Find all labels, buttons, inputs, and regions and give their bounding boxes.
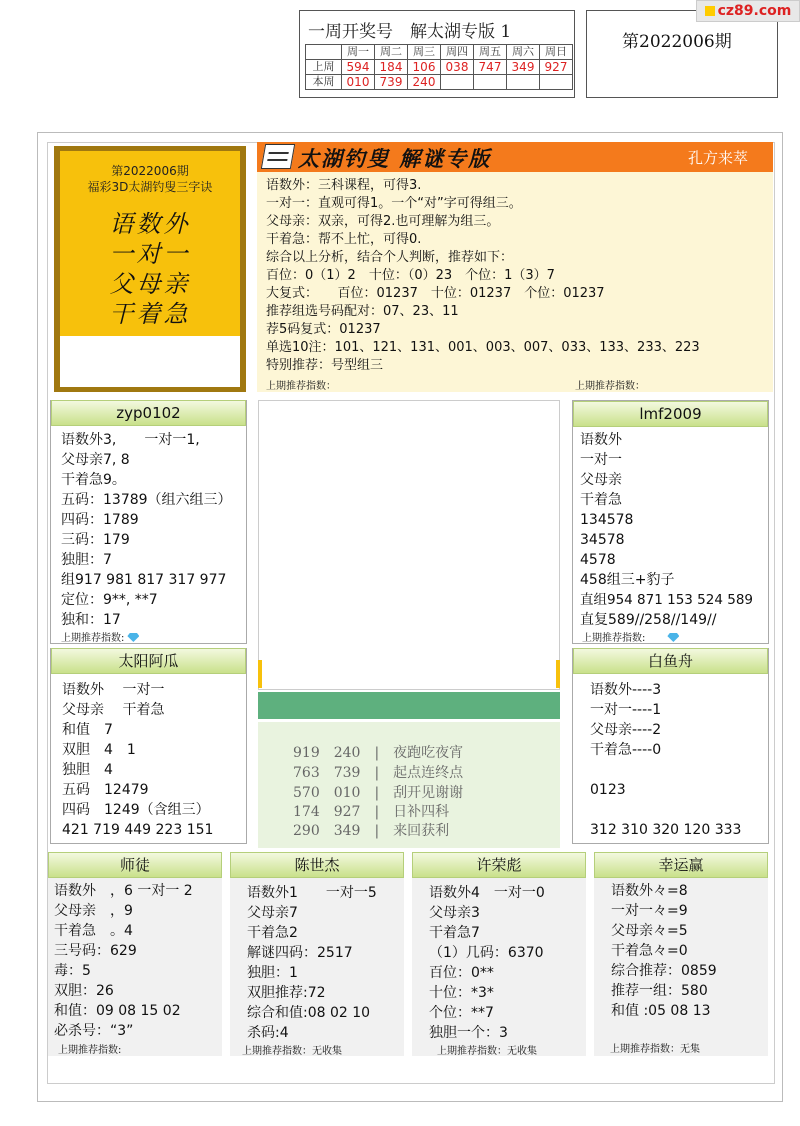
expert-line: 父母亲 (580, 472, 622, 488)
riddle-line: 百位：0（1）2 十位：（0）23 个位：1（3）7 (266, 268, 555, 283)
history-line: 290 349 | 来回获利 (293, 823, 450, 839)
draw-number: 106 (408, 60, 441, 75)
riddle-line: 父母亲：双亲，可得2.也可理解为组三。 (266, 214, 500, 229)
expert-name: 白鱼舟 (573, 648, 768, 674)
expert-line: 必杀号：“3” (54, 1023, 134, 1039)
diamond-icon (667, 633, 679, 642)
poster-subtitle: 福彩3D太湖钓叟三字诀 (87, 180, 213, 194)
site-logo[interactable] (696, 0, 800, 22)
history-line: 570 010 | 刮开见谢谢 (293, 785, 464, 801)
expert-line: 独胆：7 (61, 552, 112, 568)
expert-line: 干着急々=0 (611, 943, 688, 959)
draw-number: 927 (540, 60, 573, 75)
expert-line: 三号码：629 (54, 943, 137, 959)
expert-line: 综合和值:08 02 10 (247, 1005, 371, 1021)
draw-number: 038 (441, 60, 474, 75)
draw-number: 739 (375, 75, 408, 90)
history-line: 174 927 | 日补四科 (293, 804, 450, 820)
table-row (306, 75, 573, 90)
riddle-line: 干着急：帮不上忙，可得0. (266, 232, 422, 247)
expert-line: 杀码:4 (247, 1025, 289, 1041)
expert-line: 4578 (580, 552, 616, 568)
expert-line: 父母亲7 (247, 905, 298, 921)
table-row (306, 60, 573, 75)
expert-line: 0123 (590, 782, 626, 798)
expert-line: 421 719 449 223 151 (62, 822, 214, 838)
expert-line: 解谜四码：2517 (247, 945, 353, 961)
expert-line: 组917 981 817 317 977 (61, 572, 227, 588)
poster-riddle-line: 父母亲 (109, 270, 191, 298)
riddle-line: 一对一：直观可得1。一个“对”字可得组三。 (266, 196, 522, 211)
expert-name: 幸运赢 (594, 852, 768, 878)
expert-line: 父母亲3 (429, 905, 480, 921)
draw-number (474, 75, 507, 90)
day-header: 周六 (507, 45, 540, 60)
expert-line: 直组954 871 153 524 589 (580, 592, 754, 608)
expert-line: 和值：09 08 15 02 (54, 1003, 181, 1019)
recommend-index-label: 上期推荐指数: (582, 633, 646, 644)
history-line: 919 240 | 夜跑吃夜宵 (293, 745, 464, 761)
draw-number: 349 (507, 60, 540, 75)
riddle-author: 孔方来萃 (688, 149, 749, 167)
draw-number: 747 (474, 60, 507, 75)
expert-line: （1）几码：6370 (429, 945, 544, 961)
expert-line: 干着急----0 (590, 742, 662, 758)
draw-number: 240 (408, 75, 441, 90)
center-image-area (258, 400, 560, 690)
expert-line: 干着急9。 (61, 472, 126, 488)
expert-line: 干着急 。4 (54, 923, 133, 939)
expert-line: 312 310 320 120 333 (590, 822, 742, 838)
expert-line: 综合推荐：0859 (611, 963, 717, 979)
recommend-index (61, 629, 139, 644)
expert-line: 个位：**7 (429, 1005, 494, 1021)
expert-line: 458组三+豹子 (580, 572, 675, 588)
expert-line: 父母亲7, 8 (61, 452, 130, 468)
row-label: 本周 (306, 75, 342, 90)
expert-name: zyp0102 (51, 400, 246, 426)
expert-line: 独和：17 (61, 612, 121, 628)
riddle-line: 综合以上分析，结合个人判断，推荐如下： (266, 250, 514, 265)
expert-line: 五码：13789（组六组三） (61, 492, 232, 508)
day-header: 周日 (540, 45, 573, 60)
expert-line: 三码：179 (61, 532, 130, 548)
recommend-index-label: 上期推荐指数：无集 (610, 1044, 700, 1055)
expert-line: 一对一々=9 (611, 903, 688, 919)
recommend-index-label: 上期推荐指数: (61, 633, 125, 644)
row-label: 上周 (306, 60, 342, 75)
recommend-index-label: 上期推荐指数： (266, 381, 336, 392)
expert-line: 语数外----3 (590, 682, 662, 698)
logo-square-icon (705, 6, 715, 16)
logo-text: cz89.com (717, 3, 792, 19)
expert-line: 语数外 (580, 432, 622, 448)
recommend-index (582, 629, 679, 644)
issue-box (586, 10, 778, 98)
expert-line: 和值 :05 08 13 (611, 1003, 711, 1019)
riddle-banner-title: 太湖钓叟 解谜专版 (298, 146, 492, 171)
draw-number: 184 (375, 60, 408, 75)
day-header: 周一 (342, 45, 375, 60)
expert-line: 独胆 4 (62, 762, 113, 778)
recommend-index-label: 上期推荐指数： (575, 381, 645, 392)
riddle-line: 大复式： 百位：01237 十位：01237 个位：01237 (266, 286, 605, 301)
recommend-index-label: 上期推荐指数：无收集 (437, 1046, 537, 1057)
expert-line: 百位：0** (429, 965, 494, 981)
expert-name: 太阳阿瓜 (51, 648, 246, 674)
center-edge-mark (556, 660, 560, 688)
expert-line: 四码：1789 (61, 512, 139, 528)
day-header: 周四 (441, 45, 474, 60)
poster-riddle-line: 一对一 (109, 240, 191, 268)
scroll-icon (261, 144, 295, 169)
table-corner (306, 45, 342, 60)
expert-line: 双胆：26 (54, 983, 114, 999)
draw-number (441, 75, 474, 90)
expert-line: 五码 12479 (62, 782, 149, 798)
expert-line: 干着急2 (247, 925, 298, 941)
poster-issue: 第2022006期 (111, 164, 189, 178)
riddle-line: 语数外：三科课程，可得3. (266, 178, 422, 193)
expert-line: 双胆 4 1 (62, 742, 136, 758)
expert-line: 语数外4 一对一0 (429, 885, 545, 901)
expert-line: 语数外1 一对一5 (247, 885, 377, 901)
expert-line: 直复589//258//149// (580, 612, 717, 628)
expert-line: 父母亲 ，9 (54, 903, 133, 919)
expert-line: 父母亲々=5 (611, 923, 688, 939)
expert-line: 干着急7 (429, 925, 480, 941)
day-header: 周三 (408, 45, 441, 60)
expert-line: 语数外々=8 (611, 883, 688, 899)
expert-line: 四码 1249（含组三） (62, 802, 210, 818)
issue-number: 第2022006期 (622, 32, 732, 52)
expert-line: 推荐一组：580 (611, 983, 708, 999)
expert-line: 34578 (580, 532, 625, 548)
history-line: 763 739 | 起点连终点 (293, 765, 464, 781)
poster-riddle-line: 干着急 (109, 300, 191, 328)
expert-line: 134578 (580, 512, 634, 528)
poster-riddle-line: 语数外 (109, 210, 191, 238)
history-header-bar (258, 692, 560, 719)
riddle-line: 荐5码复式：01237 (266, 322, 381, 337)
expert-line: 父母亲 干着急 (62, 702, 165, 718)
draw-number: 594 (342, 60, 375, 75)
draw-number (507, 75, 540, 90)
center-edge-mark (258, 660, 262, 688)
diamond-icon (127, 633, 139, 642)
recommend-index-label: 上期推荐指数：无收集 (242, 1046, 342, 1057)
expert-line: 父母亲----2 (590, 722, 662, 738)
expert-name: 许荣彪 (412, 852, 586, 878)
riddle-line: 单选10注：101、121、131、001、003、007、033、133、233、223 (266, 340, 700, 355)
expert-line: 语数外 ，6 一对一 2 (54, 883, 193, 899)
expert-line: 一对一----1 (590, 702, 662, 718)
draw-number: 010 (342, 75, 375, 90)
expert-name: lmf2009 (573, 401, 768, 427)
draw-summary-title: 一周开奖号 解太湖专版 1 (308, 22, 512, 42)
expert-line: 独胆：1 (247, 965, 298, 981)
day-header: 周五 (474, 45, 507, 60)
expert-line: 毒：5 (54, 963, 91, 979)
draw-number (540, 75, 573, 90)
expert-line: 干着急 (580, 492, 622, 508)
expert-line: 十位：*3* (429, 985, 494, 1001)
expert-name: 师徒 (48, 852, 222, 878)
weekly-draw-table (305, 44, 573, 90)
poster-blank-area (60, 336, 240, 387)
riddle-line: 推荐组选号码配对：07、23、11 (266, 304, 459, 319)
expert-line: 语数外3, 一对一1, (61, 432, 200, 448)
recommend-index-label: 上期推荐指数: (58, 1045, 122, 1056)
expert-line: 定位：9**, **7 (61, 592, 158, 608)
expert-line: 和值 7 (62, 722, 113, 738)
expert-name: 陈世杰 (230, 852, 404, 878)
expert-line: 独胆一个：3 (429, 1025, 508, 1041)
riddle-line: 特别推荐：号型组三 (266, 358, 384, 373)
day-header: 周二 (375, 45, 408, 60)
expert-line: 一对一 (580, 452, 622, 468)
expert-line: 语数外 一对一 (62, 682, 165, 698)
expert-line: 双胆推荐:72 (247, 985, 326, 1001)
